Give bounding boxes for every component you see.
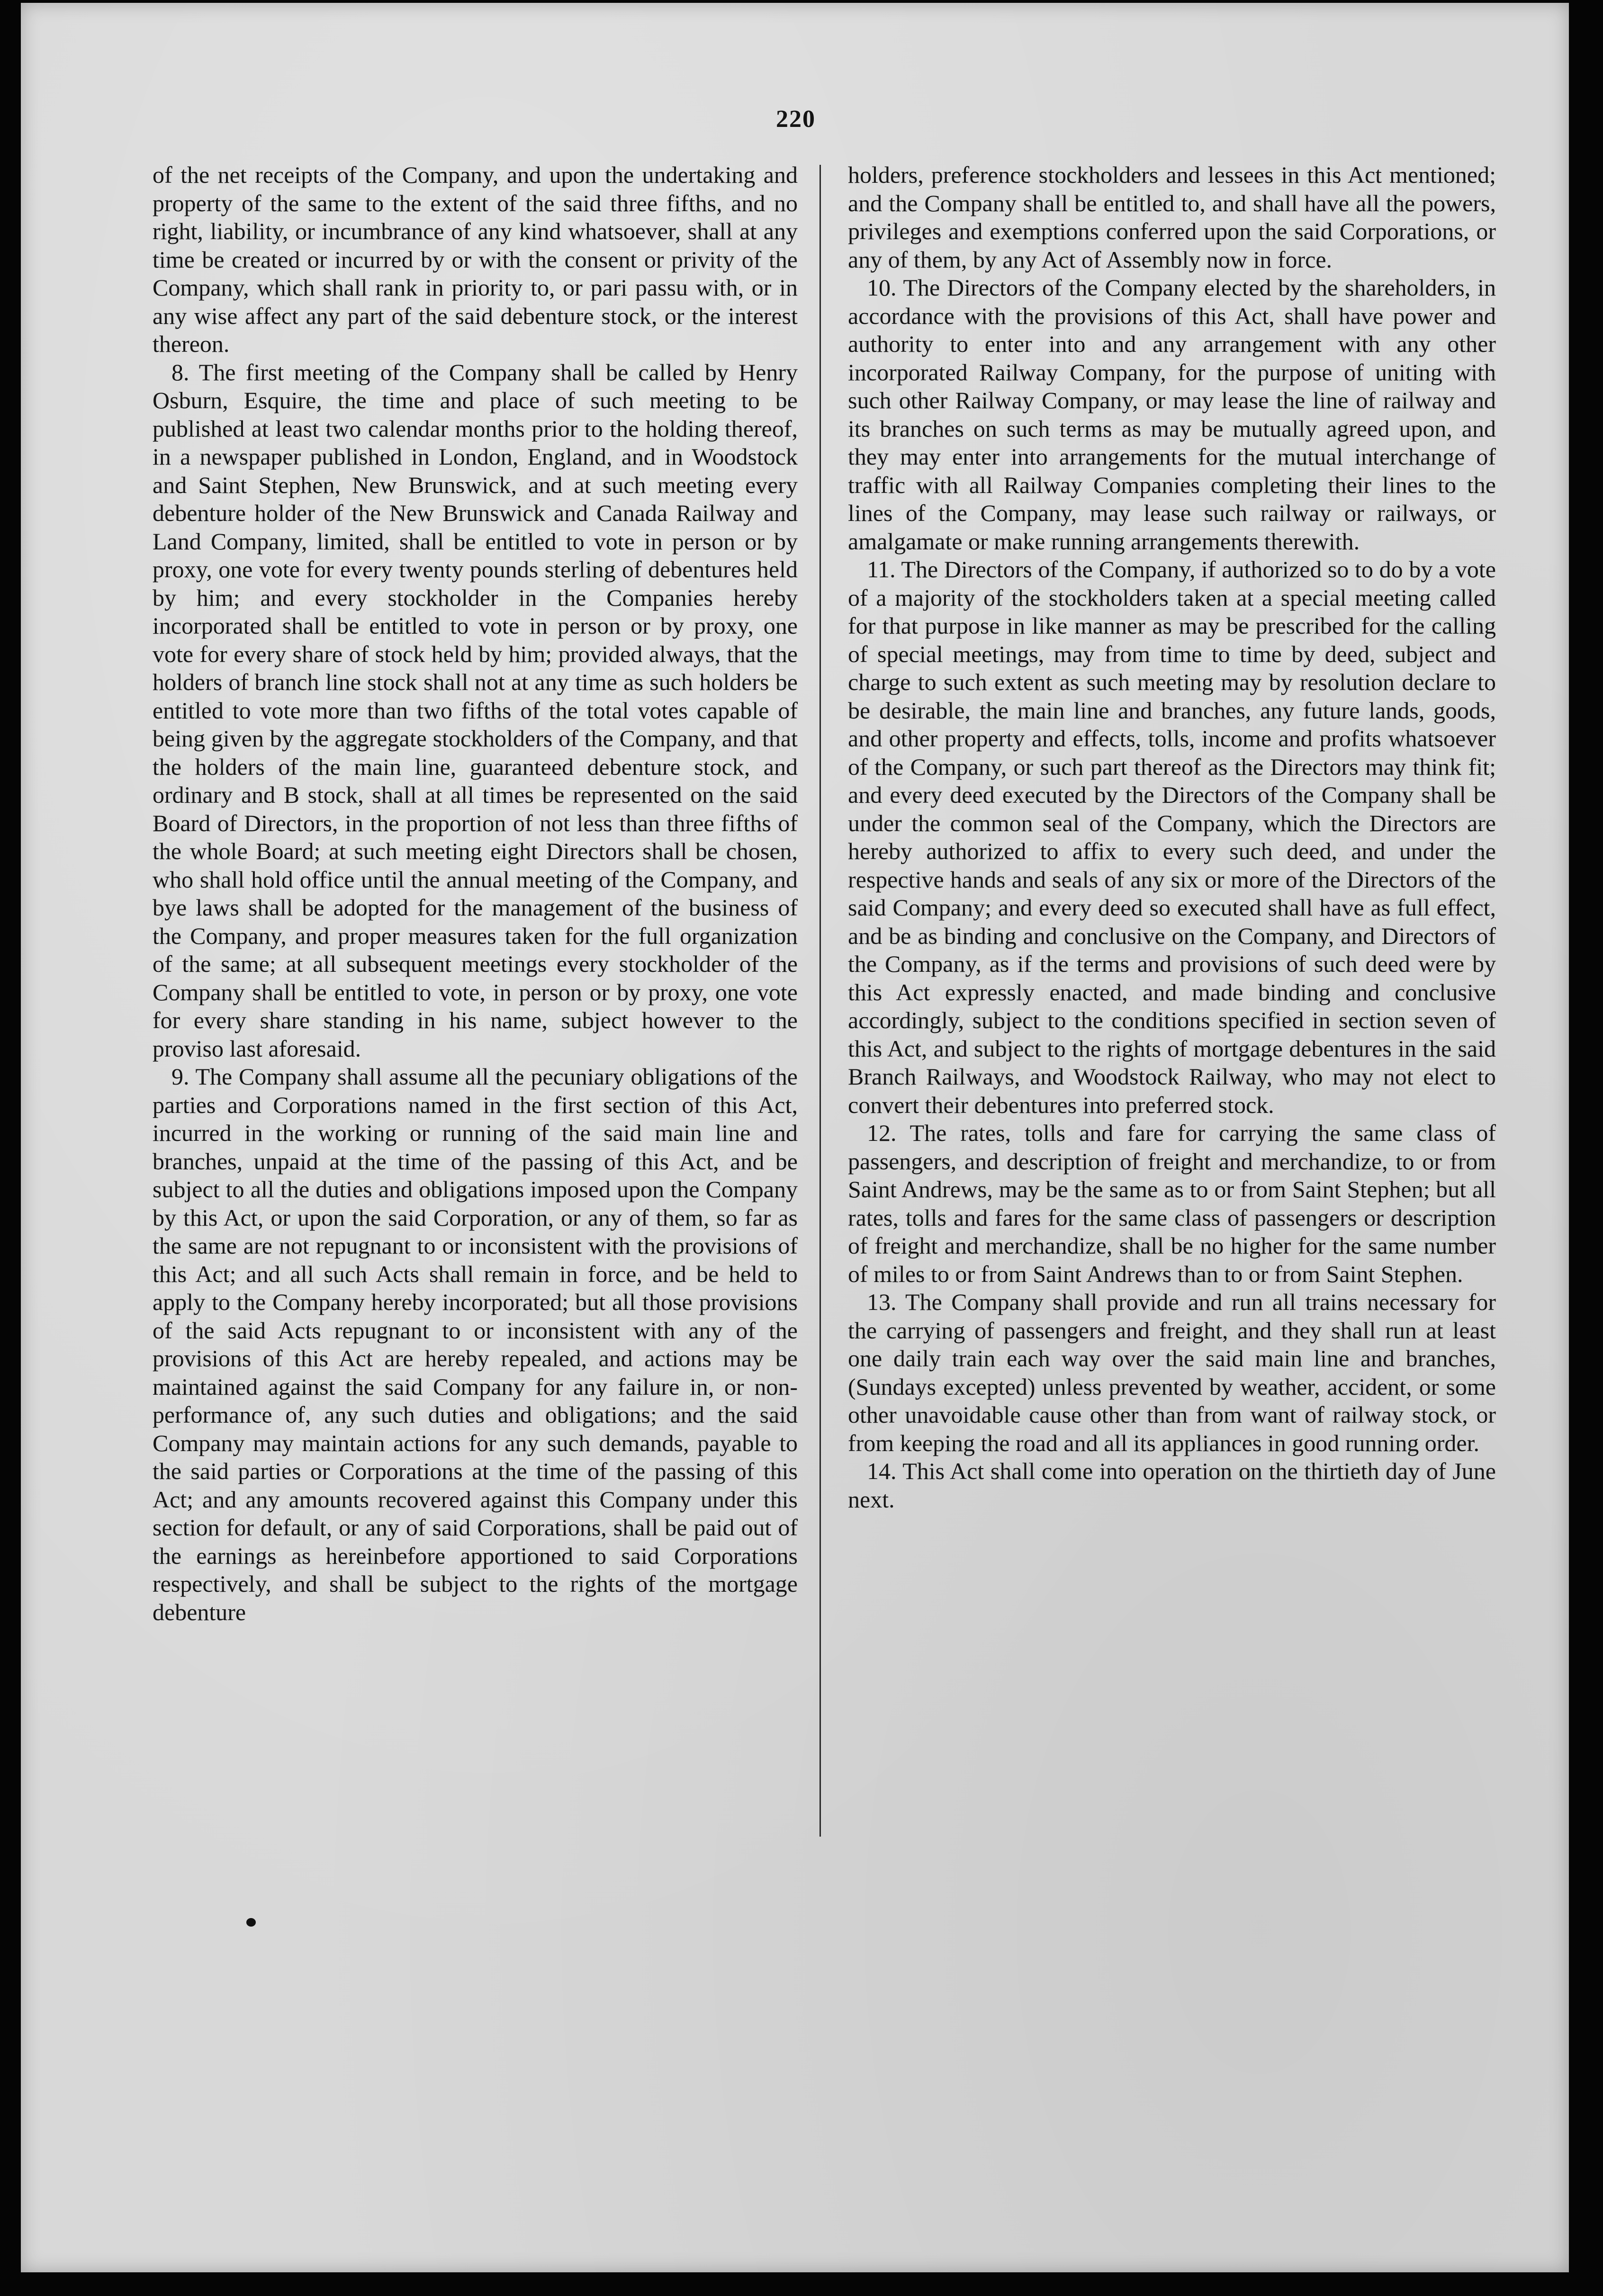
section-12-paragraph: 12. The rates, tolls and fare for carrying the same class of passengers, and description of freight and merchandize, to or from Saint Andrews, may be the same as to or from Saint Stephen; but all rates, tolls and fares for the same class of passengers or description of freight and merchandize, shall be no higher for the same number of miles to or from Saint Andrews than to or from Saint Stephen. <box>848 1120 1496 1287</box>
page-number: 220 <box>776 106 816 133</box>
section-13-paragraph: 13. The Company shall provide and run all trains necessary for the carrying of passengers and freight, and they shall run at least one daily train each way over the said main line and branches, (Sundays excepted) unless prevented by weather, accident, or some other unavoidable cause other than from want of railway stock, or from keeping the road and all its appliances in good running order. <box>848 1289 1496 1456</box>
left-paragraph-continuation: of the net receipts of the Company, and upon the undertaking and property of the same to the extent of the said three fifths, and no right, liability, or incumbrance of any kind whatsoever, shall at any time be created or incurred by or with the consent or privity of the Company, which shall rank in priority to, or pari passu with, or in any wise affect any part of the said debenture stock, or the interest thereon. <box>153 161 798 357</box>
section-14-paragraph: 14. This Act shall come into operation on the thirtieth day of June next. <box>848 1458 1496 1513</box>
section-9-paragraph: 9. The Company shall assume all the pecuniary obligations of the parties and Corporations named in the first section of this Act, incurred in the working or running of the said main line and branches, unpaid at the time of the passing of this Act, and be subject to all the duties and obligations imposed upon the Company by this Act, or upon the said Corporation, or any of them, so far as the same are not repugnant to or inconsistent with the provisions of this Act; and all such Acts shall remain in force, and be held to apply to the Company hereby incorporated; but all those provisions of the said Acts repugnant to or inconsistent with any of the provisions of this Act are hereby repealed, and actions may be maintained against the said Company for any failure in, or non-performance of, any such duties and obligations; and the said Company may maintain actions for any such demands, payable to the said parties or Corporations at the time of the passing of this Act; and any amounts recovered against this Company under this section for default, or any of said Corporations, shall be paid out of the earnings as hereinbefore apportioned to said Corporations respectively, and shall be subject to the rights of the mortgage debenture <box>153 1063 798 1625</box>
section-10-paragraph: 10. The Directors of the Company elected by the shareholders, in accordance with the provisions of this Act, shall have power and authority to enter into and any arrangement with any other incorporated Railway Company, for the purpose of uniting with such other Railway Company, or may lease the line of railway and its branches on such terms as may be mutually agreed upon, and they may enter into arrangements for the mutual interchange of traffic with all Railway Companies completing their lines to the lines of the Company, may lease such railway or railways, or amalgamate or make running arrangements therewith. <box>848 274 1496 555</box>
right-paragraph-continuation: holders, preference stockholders and lessees in this Act mentioned; and the Company shall be entitled to, and shall have all the powers, privileges and exemptions conferred upon the said Corporations, or any of them, by any Act of Assembly now in force. <box>848 161 1496 273</box>
section-8-paragraph: 8. The first meeting of the Company shall be called by Henry Osburn, Esquire, the time and place of such meeting to be published at least two calendar months prior to the holding thereof, in a newspaper published in London, England, and in Woodstock and Saint Stephen, New Brunswick, and at such meeting every debenture holder of the New Brunswick and Canada Railway and Land Company, limited, shall be entitled to vote in person or by proxy, one vote for every twenty pounds sterling of debentures held by him; and every stockholder in the Companies hereby incorporated shall be entitled to vote in person or by proxy, one vote for every share of stock held by him; provided always, that the holders of branch line stock shall not at any time as such holders be entitled to vote more than two fifths of the total votes capable of being given by the aggregate stockholders of the Company, and that the holders of the main line, guaranteed debenture stock, and ordinary and B stock, shall at all times be represented on the said Board of Directors, in the proportion of not less than three fifths of the whole Board; at such meeting eight Directors shall be chosen, who shall hold office until the annual meeting of the Company, and bye laws shall be adopted for the management of the business of the Company, and proper measures taken for the full organization of the same; at all subsequent meetings every stockholder of the Company shall be entitled to vote, in person or by proxy, one vote for every share standing in his name, subject however to the proviso last aforesaid. <box>153 359 798 1062</box>
column-divider-rule <box>820 165 821 1837</box>
right-text-column <box>848 161 1496 1514</box>
section-11-paragraph: 11. The Directors of the Company, if authorized so to do by a vote of a majority of the stockholders taken at a special meeting called for that purpose in like manner as may be prescribed for the calling of special meetings, may from time to time by deed, subject and charge to such extent as such meeting may by resolution declare to be desirable, the main line and branches, any future lands, goods, and other property and effects, tolls, income and profits whatsoever of the Company, or such part thereof as the Directors may think fit; and every deed executed by the Directors of the Company shall be under the common seal of the Company, which the Directors are hereby authorized to affix to every such deed, and under the respective hands and seals of any six or more of the Directors of the said Company; and every deed so executed shall have as full effect, and be as binding and conclusive on the Company, and Directors of the Company, as if the terms and provisions of such deed were by this Act expressly enacted, and made binding and conclusive accordingly, subject to the conditions specified in section seven of this Act, and subject to the rights of mortgage debentures in the said Branch Railways, and Woodstock Railway, who may not elect to convert their debentures into preferred stock. <box>848 556 1496 1118</box>
left-text-column <box>153 161 798 1626</box>
ink-spot <box>246 1918 256 1927</box>
